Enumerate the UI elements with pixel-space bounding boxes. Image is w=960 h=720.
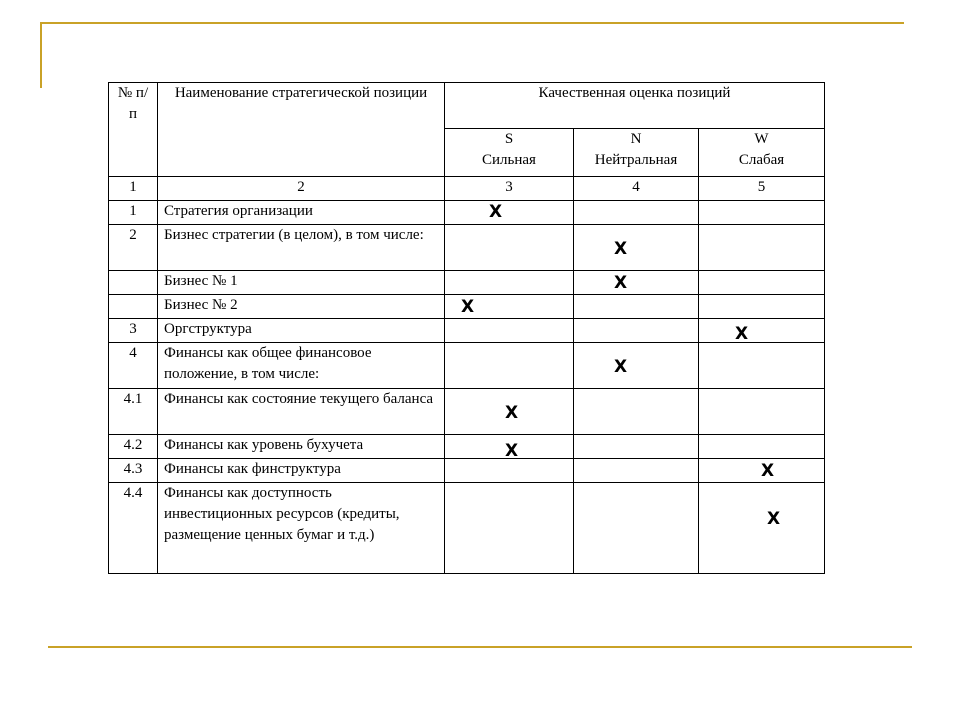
header-strong-code: S [504,131,514,147]
cell-neutral [574,435,699,459]
row-position-name: Оргструктура [158,319,445,343]
cell-weak [699,319,825,343]
header-number: № п/п [109,83,158,177]
top-decor-line [40,22,904,24]
table-row [109,483,825,574]
mark-x-icon: X [461,297,475,317]
row-number: 4.1 [109,389,158,435]
row-number: 4 [109,343,158,389]
row-number: 3 [109,319,158,343]
cell-weak [699,201,825,225]
cell-neutral [574,201,699,225]
cell-weak [699,483,825,574]
cell-strong [445,319,574,343]
cell-neutral [574,295,699,319]
cell-weak [699,435,825,459]
cell-strong [445,389,574,435]
row-position-name: Бизнес № 2 [158,295,445,319]
row-number: 4.3 [109,459,158,483]
mark-x-icon: X [761,461,775,481]
table-row [109,389,825,435]
row-position-name: Финансы как доступность инвестиционных ресурсов (кредиты, размещение ценных бумаг и т.д.) [158,483,445,574]
row-position-name: Стратегия организации [158,201,445,225]
header-assessment: Качественная оценка позиций [445,83,825,129]
table-row [109,271,825,295]
cell-strong [445,483,574,574]
mark-x-icon: X [735,324,749,344]
row-number: 2 [109,225,158,271]
cell-strong [445,225,574,271]
table-row [109,201,825,225]
mark-x-icon: X [505,403,519,423]
row-position-name: Бизнес стратегии (в целом), в том числе: [158,225,445,271]
header-position-name: Наименование стратегической позиции [158,83,445,177]
column-number: 5 [699,177,825,201]
mark-x-icon: X [614,239,628,259]
column-number: 4 [574,177,699,201]
header-weak-code: W [754,131,769,147]
row-number: 1 [109,201,158,225]
mark-x-icon: X [767,509,781,529]
table-row [109,319,825,343]
column-number: 3 [445,177,574,201]
cell-weak [699,343,825,389]
cell-strong [445,435,574,459]
cell-neutral [574,389,699,435]
column-number: 2 [158,177,445,201]
row-position-name: Финансы как общее финансовое положение, в том числе: [158,343,445,389]
row-position-name: Финансы как уровень бухучета [158,435,445,459]
table-row [109,435,825,459]
cell-strong [445,459,574,483]
column-number: 1 [109,177,158,201]
header-weak-label: Слабая [738,152,785,168]
cell-neutral [574,343,699,389]
cell-neutral [574,459,699,483]
cell-neutral [574,483,699,574]
mark-x-icon: X [614,357,628,377]
mark-x-icon: X [489,202,503,222]
table-row [109,459,825,483]
cell-strong [445,343,574,389]
table-row [109,295,825,319]
cell-weak [699,271,825,295]
header-row-top [109,83,825,129]
cell-neutral [574,271,699,295]
cell-strong [445,201,574,225]
cell-strong [445,295,574,319]
cell-weak [699,459,825,483]
cell-neutral [574,225,699,271]
bottom-decor-line [48,646,912,648]
header-strong-label: Сильная [482,152,536,168]
row-position-name: Финансы как финструктура [158,459,445,483]
header-neutral-code: N [630,131,642,147]
row-number [109,271,158,295]
row-number [109,295,158,319]
table-row [109,343,825,389]
table-row [109,225,825,271]
cell-weak [699,295,825,319]
header-weak [699,129,825,177]
strategic-positions-table [108,82,825,574]
header-neutral [574,129,699,177]
header-strong [445,129,574,177]
row-number: 4.4 [109,483,158,574]
row-number: 4.2 [109,435,158,459]
column-numbers-row [109,177,825,201]
row-position-name: Финансы как состояние текущего баланса [158,389,445,435]
mark-x-icon: X [505,441,519,461]
left-decor-line [40,22,42,88]
mark-x-icon: X [614,273,628,293]
row-position-name: Бизнес № 1 [158,271,445,295]
header-neutral-label: Нейтральная [594,152,678,168]
cell-neutral [574,319,699,343]
cell-weak [699,225,825,271]
cell-weak [699,389,825,435]
cell-strong [445,271,574,295]
